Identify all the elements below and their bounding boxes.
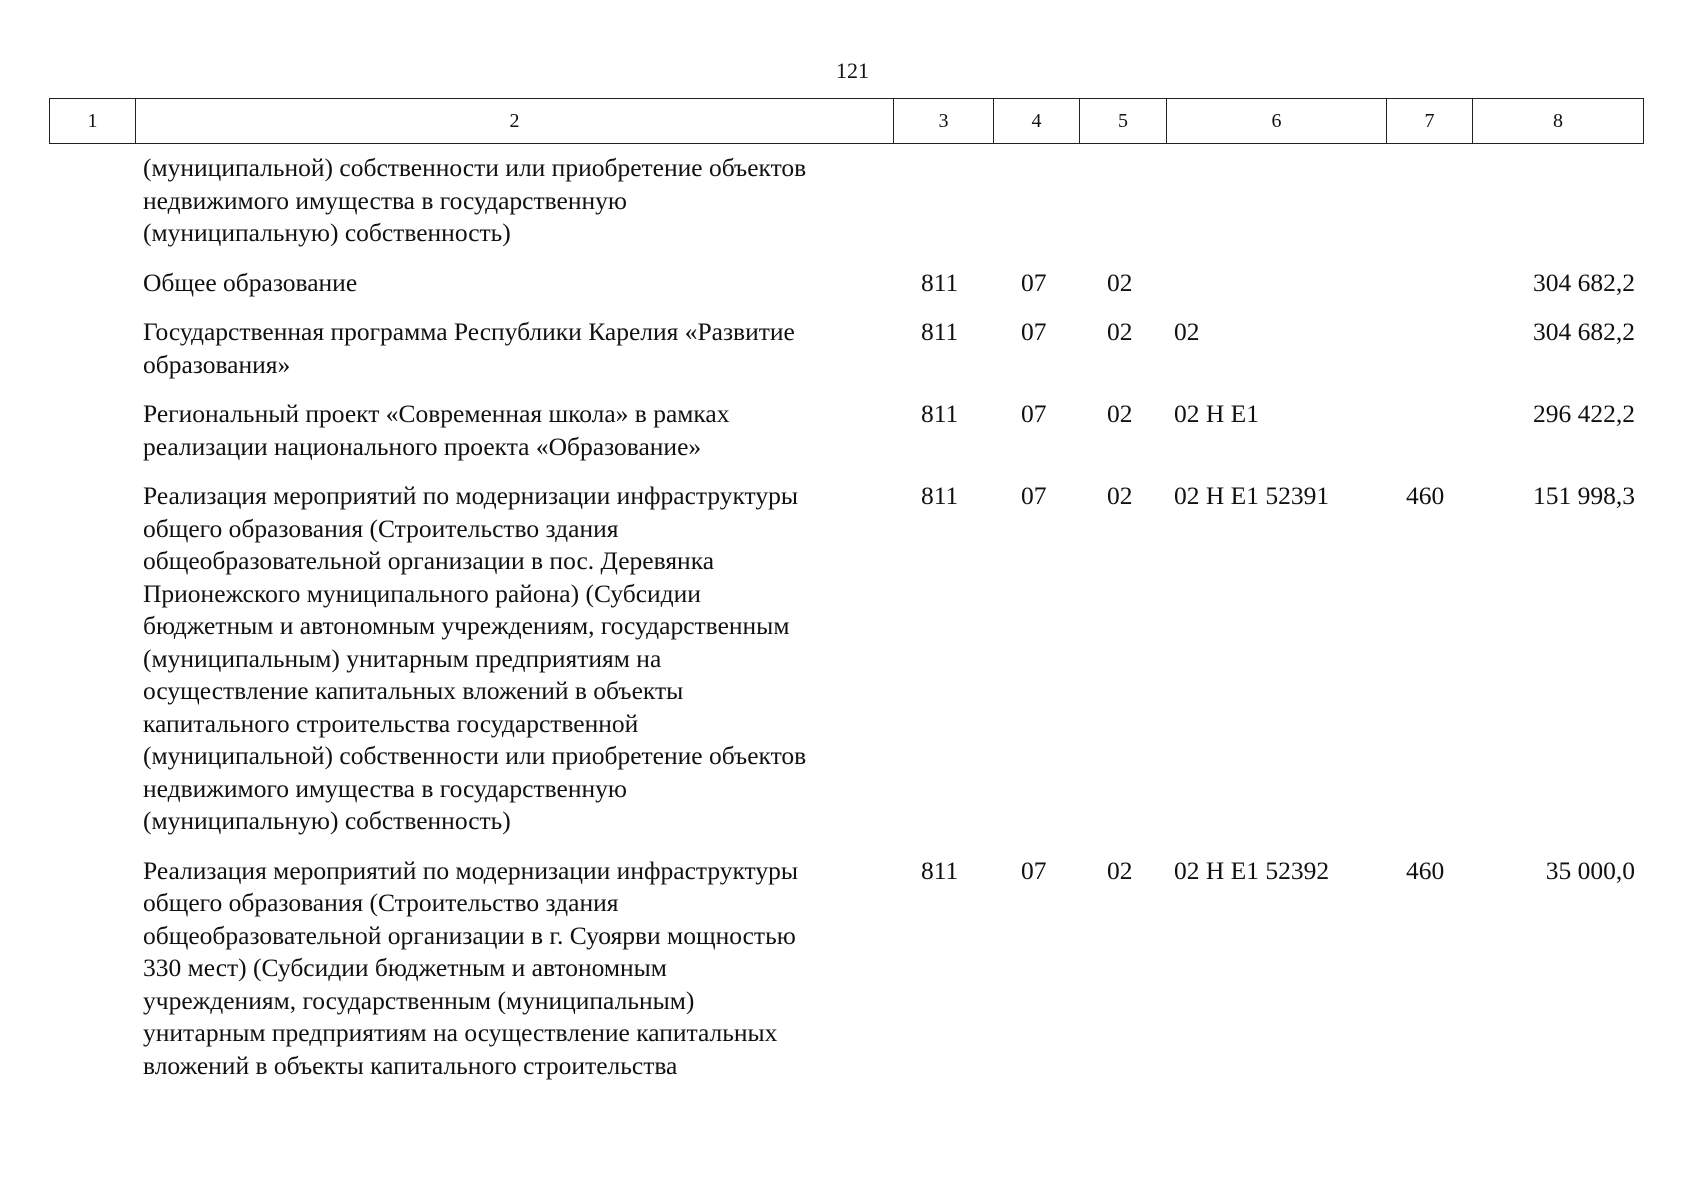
cell-amount: 296 422,2 — [1533, 399, 1635, 428]
row-description: Реализация мероприятий по модернизации инфраструктуры общего образования (Строительство здания общеобразовательной организации в г. Суоярви мощностью 330 мест) (Субсидии бюджетным и автономным учреждениям, государственным (муниципальным) унитарным предприятиям на осуществление капитальных вложений в объекты капитального строительства — [143, 855, 798, 1080]
cell-subsection: 02 — [1107, 267, 1133, 297]
header-cell-1: 1 — [50, 99, 136, 144]
cell-amount: 304 682,2 — [1533, 317, 1635, 346]
cell-section: 07 — [1021, 267, 1047, 297]
cell-ministry-code: 811 — [921, 317, 959, 346]
cell-ministry-code: 811 — [921, 399, 959, 428]
cell-section: 07 — [1021, 481, 1047, 510]
table-row — [49, 398, 1643, 463]
cell-ministry-code: 811 — [921, 855, 959, 885]
header-cell-3: 3 — [894, 99, 994, 144]
page-number: 121 — [836, 58, 869, 83]
header-cell-5: 5 — [1080, 99, 1167, 144]
cell-section: 07 — [1021, 399, 1047, 428]
cell-subsection: 02 — [1107, 317, 1133, 346]
header-cell-8: 8 — [1473, 99, 1644, 144]
cell-target-article: 02 Н Е1 — [1174, 399, 1259, 428]
cell-target-article: 02 Н Е1 52392 — [1174, 855, 1330, 885]
cell-ministry-code: 811 — [921, 481, 959, 510]
row-description: Реализация мероприятий по модернизации инфраструктуры общего образования (Строительство здания общеобразовательной организации в пос. Деревянка Прионежского муниципального района) (Субсидии бюджетным и автономным учреждениям, государственным (муниципальным) унитарным предприятиям на осуществление капитальных вложений в объекты капитального строительства государственной (муниципальной) собственности или приобретение объектов недвижимого имущества в государственную (муниципальную) собственность) — [143, 481, 807, 835]
header-cell-4: 4 — [994, 99, 1080, 144]
cell-ministry-code: 811 — [921, 267, 959, 297]
row-description: (муниципальной) собственности или приобретение объектов недвижимого имущества в государственную (муниципальную) собственность) — [143, 153, 807, 247]
table-row — [49, 855, 1643, 1083]
cell-section: 07 — [1021, 855, 1047, 885]
table-row — [49, 267, 1643, 300]
cell-subsection: 02 — [1107, 855, 1133, 885]
cell-expense-type: 460 — [1406, 855, 1445, 885]
table-row — [49, 152, 1643, 250]
cell-subsection: 02 — [1107, 481, 1133, 510]
table-row — [49, 316, 1643, 381]
cell-amount: 35 000,0 — [1545, 855, 1635, 885]
cell-expense-type: 460 — [1406, 481, 1445, 510]
cell-amount: 151 998,3 — [1533, 481, 1635, 510]
row-description: Общее образование — [143, 267, 358, 297]
table-row — [49, 480, 1643, 838]
cell-target-article: 02 — [1174, 317, 1200, 346]
table-body — [49, 152, 1643, 1099]
cell-target-article: 02 Н Е1 52391 — [1174, 481, 1330, 510]
row-description: Государственная программа Республики Карелия «Развитие образования» — [143, 317, 795, 379]
row-description: Региональный проект «Современная школа» в рамках реализации национального проекта «Образование» — [143, 399, 730, 461]
header-cell-2: 2 — [136, 99, 894, 144]
header-cell-6: 6 — [1167, 99, 1387, 144]
cell-subsection: 02 — [1107, 399, 1133, 428]
column-header-table — [49, 98, 1644, 144]
header-cell-7: 7 — [1387, 99, 1473, 144]
cell-amount: 304 682,2 — [1533, 267, 1635, 297]
cell-section: 07 — [1021, 317, 1047, 346]
header-row — [50, 99, 1644, 144]
